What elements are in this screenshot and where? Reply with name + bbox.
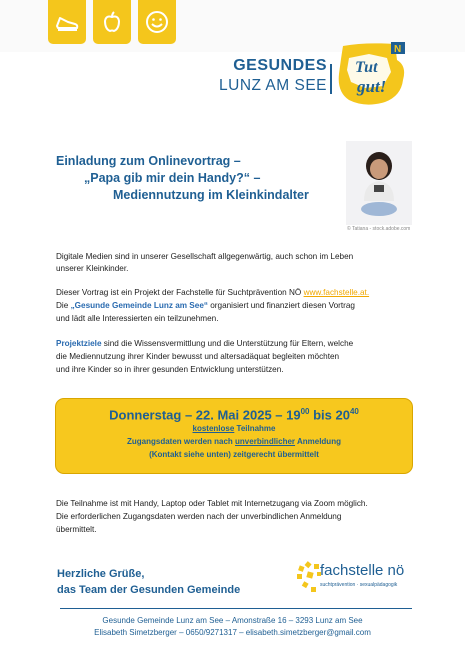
event-access-pre: Zugangsdaten werden nach: [127, 437, 236, 447]
goals-text: sind die Wissensvermittlung und die Unterstützung für Eltern, welche: [101, 339, 354, 348]
event-bis: bis 20: [309, 407, 350, 423]
event-access-post: Anmeldung: [295, 437, 341, 447]
event-date-text: Donnerstag – 22. Mai 2025 – 19: [109, 407, 301, 423]
project-text: Dieser Vortrag ist ein Projekt der Fachstelle für Suchtprävention NÖ: [56, 288, 304, 297]
title-line2: „Papa gib mir dein Handy?“ –: [84, 171, 261, 185]
project-line2: [56, 300, 355, 313]
info-line2: Die erforderlichen Zugangsdaten werden nach der unverbindlichen Anmeldung: [56, 512, 342, 521]
apple-icon: [99, 9, 125, 35]
project-post: organisiert und finanziert diesen Vortrag: [207, 301, 355, 310]
goals-label: Projektziele: [56, 339, 102, 348]
event-free-rest: Teilnahme: [234, 424, 276, 434]
event-box: [55, 398, 413, 474]
event-access: [56, 436, 412, 448]
apple-tile: [93, 0, 131, 44]
badge-line2: gut!: [357, 77, 387, 96]
fachstelle-subtitle: suchtprävention · sexualpädagogik: [320, 582, 398, 588]
fachstelle-name: fachstelle nö: [320, 562, 405, 579]
photo-credit: © Tatiana - stock.adobe.com: [347, 226, 411, 232]
event-access-u: unverbindlicher: [235, 437, 296, 447]
footer-divider: [60, 608, 412, 609]
gemeinde-logo: [205, 56, 327, 96]
event-free: [56, 423, 412, 435]
intro-line1: Digitale Medien sind in unserer Gesellschaft allgegenwärtig, auch schon im Leben: [56, 252, 354, 261]
goals-line1: [56, 338, 353, 351]
goals-line2: die Mediennutzung ihrer Kinder bewusst und altersadäquat begleiten möchten: [56, 352, 340, 361]
shoe-icon: [54, 9, 80, 35]
fachstelle-link[interactable]: www.fachstelle.at.: [303, 288, 370, 297]
logo-line1: GESUNDES: [233, 57, 327, 74]
badge-line1: Tut: [355, 59, 378, 76]
shoe-tile: [48, 0, 86, 44]
tut-gut-badge: [335, 40, 411, 110]
gemeinde-name: „Gesunde Gemeinde Lunz am See“: [70, 301, 208, 310]
title-line1: Einladung zum Onlinevortrag –: [56, 154, 241, 168]
goals-line3: und ihre Kinder so in ihrer gesunden Entwicklung unterstützen.: [56, 365, 284, 374]
intro-line2: unserer Kleinkinder.: [56, 264, 129, 273]
logo-line2: LUNZ AM SEE: [219, 77, 327, 94]
project-line1: [56, 287, 369, 300]
event-start-sup: 00: [300, 407, 310, 416]
footer-address: Gesunde Gemeinde Lunz am See – Amonstraße 16 – 3293 Lunz am See: [102, 616, 363, 625]
greeting-line2: das Team der Gesunden Gemeinde: [57, 584, 241, 596]
footer-contact: Elisabeth Simetzberger – 0650/9271317 – elisabeth.simetzberger@gmail.com: [94, 628, 371, 637]
smiley-icon: [144, 9, 170, 35]
title-line3: Mediennutzung im Kleinkindalter: [113, 188, 309, 202]
project-pre: Die: [56, 301, 71, 310]
event-end-sup: 40: [349, 407, 359, 416]
badge-letter: N: [394, 44, 402, 55]
event-free-u: kostenlose: [192, 424, 235, 434]
event-date: [56, 407, 412, 422]
info-line1: Die Teilnahme ist mit Handy, Laptop oder Tablet mit Internetzugang via Zoom möglich.: [56, 499, 368, 508]
child-photo: [346, 141, 412, 225]
greeting: [57, 566, 240, 598]
logo-divider: [330, 64, 332, 94]
project-line3: und lädt alle Interessierten ein teilzunehmen.: [56, 314, 219, 323]
smiley-tile: [138, 0, 176, 44]
greeting-line1: Herzliche Grüße,: [57, 568, 145, 580]
info-line3: übermittelt.: [56, 525, 97, 534]
event-access-line2: (Kontakt siehe unten) zeitgerecht übermittelt: [149, 450, 319, 460]
child-illustration: [346, 141, 412, 225]
